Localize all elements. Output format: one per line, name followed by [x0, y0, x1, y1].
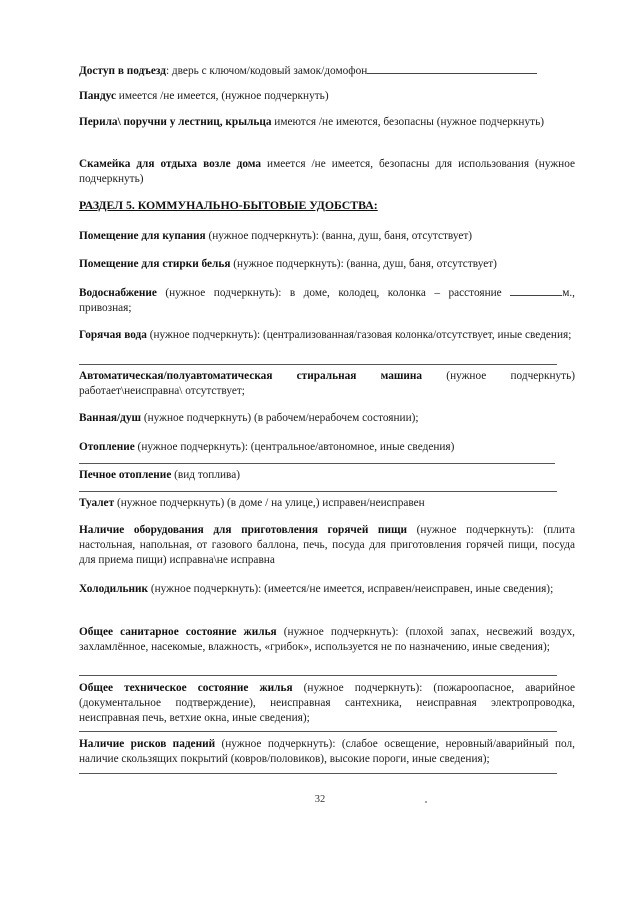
sanitary-blank-line[interactable]	[79, 675, 557, 676]
bench-label: Скамейка для отдыха возле дома	[79, 158, 262, 170]
cooking-equipment-label: Наличие оборудования для приготовления горячей пищи	[79, 524, 407, 536]
bench-text: имеется /не имеется, безопасны для использования (нужное подчеркнуть)	[79, 158, 575, 185]
handrails-text: имеются /не имеются, безопасны (нужное подчеркнуть)	[271, 116, 544, 128]
stove-heating-label: Печное отопление	[79, 469, 172, 481]
stove-heating	[79, 468, 575, 483]
ramp	[79, 89, 575, 104]
cooking-equipment	[79, 523, 575, 568]
washing-machine	[79, 369, 575, 399]
water-supply-text-b: м., привозная;	[79, 287, 575, 314]
sanitary-condition-label: Общее санитарное состояние жилья	[79, 626, 277, 638]
bathing-room	[79, 229, 575, 244]
entrance-access-text: : дверь с ключом/кодовый замок/домофон	[165, 65, 368, 77]
refrigerator-label: Холодильник	[79, 583, 149, 595]
section-heading: РАЗДЕЛ 5. КОММУНАЛЬНО-БЫТОВЫЕ УДОБСТВА:	[79, 198, 378, 212]
technical-condition	[79, 681, 575, 726]
bathing-room-text: (нужное подчеркнуть): (ванна, душ, баня, отсутствует)	[205, 230, 473, 242]
cooking-equipment-text: (нужное подчеркнуть): (плита настольная, напольная, от газового баллона, печь, посуда для приготовления горячей пищи, посуда для приема пищи) исправна\не исправна	[79, 524, 575, 566]
water-supply-text-a: (нужное подчеркнуть): в доме, колодец, колонка – расстояние	[156, 287, 511, 299]
toilet-label: Туалет	[79, 497, 115, 509]
sanitary-condition-text: (нужное подчеркнуть): (плохой запах, несвежий воздух, захламлённое, насекомые, влажность, «грибок», используется не по назначению, иные сведения);	[79, 626, 575, 653]
page-number: 32	[314, 794, 326, 805]
water-supply-label: Водоснабжение	[79, 287, 157, 299]
scan-speck	[425, 801, 427, 803]
water-supply	[79, 285, 575, 316]
hot-water-text: (нужное подчеркнуть): (централизованная/газовая колонка/отсутствует, иные сведения;	[146, 329, 572, 341]
laundry-room-label: Помещение для стирки белья	[79, 258, 231, 270]
technical-condition-label: Общее техническое состояние жилья	[79, 682, 293, 694]
refrigerator-text: (нужное подчеркнуть): (имеется/не имеется, исправен/неисправен, иные сведения);	[148, 583, 554, 595]
washing-machine-text: (нужное подчеркнуть) работает\неисправна\ отсутствует;	[79, 370, 575, 397]
bench	[79, 157, 575, 187]
heating	[79, 440, 575, 455]
laundry-room-text: (нужное подчеркнуть): (ванна, душ, баня, отсутствует)	[230, 258, 497, 270]
fall-risks-label: Наличие рисков падений	[79, 738, 216, 750]
bathing-room-label: Помещение для купания	[79, 230, 206, 242]
ramp-text: имеется /не имеется, (нужное подчеркнуть)	[115, 90, 329, 102]
heating-label: Отопление	[79, 441, 135, 453]
handrails	[79, 115, 575, 130]
sanitary-condition	[79, 625, 575, 655]
hot-water	[79, 328, 575, 343]
heating-text: (нужное подчеркнуть): (центральное/автономное, иные сведения)	[134, 441, 455, 453]
entrance-access-blank[interactable]	[367, 63, 537, 74]
handrails-label: Перила\ поручни у лестниц, крыльца	[79, 116, 272, 128]
entrance-access-label: Доступ в подъезд	[79, 65, 166, 77]
toilet-text: (нужное подчеркнуть) (в доме / на улице,) исправен/неисправен	[114, 497, 425, 509]
technical-blank-line[interactable]	[79, 731, 557, 732]
refrigerator	[79, 582, 575, 597]
bathroom-shower-text: (нужное подчеркнуть) (в рабочем/нерабочем состоянии);	[141, 412, 419, 424]
laundry-room	[79, 257, 575, 272]
fall-risks-text: (нужное подчеркнуть): (слабое освещение, неровный/аварийный пол, наличие скользящих покрытий (ковров/половиков), высокие пороги, иные сведения);	[79, 738, 575, 765]
fall-risks-blank-line[interactable]	[79, 773, 557, 774]
bathroom-shower-label: Ванная/душ	[79, 412, 142, 424]
technical-condition-text: (нужное подчеркнуть): (пожароопасное, аварийное (документальное подтверждение), неисправная сантехника, неисправная электропроводка, неисправная печь, ветхие окна, иные сведения);	[79, 682, 575, 724]
washing-machine-label: Автоматическая/полуавтоматическая стиральная машина	[79, 370, 423, 382]
entrance-access	[79, 63, 575, 79]
toilet	[79, 496, 575, 511]
ramp-label: Пандус	[79, 90, 116, 102]
stove-heating-blank-line[interactable]	[79, 491, 557, 492]
water-distance-blank[interactable]	[510, 285, 562, 296]
stove-heating-text: (вид топлива)	[171, 469, 240, 481]
hot-water-label: Горячая вода	[79, 329, 147, 341]
fall-risks	[79, 737, 575, 767]
heating-blank-line[interactable]	[79, 463, 555, 464]
hot-water-blank-line[interactable]	[79, 364, 557, 365]
bathroom-shower	[79, 411, 575, 426]
